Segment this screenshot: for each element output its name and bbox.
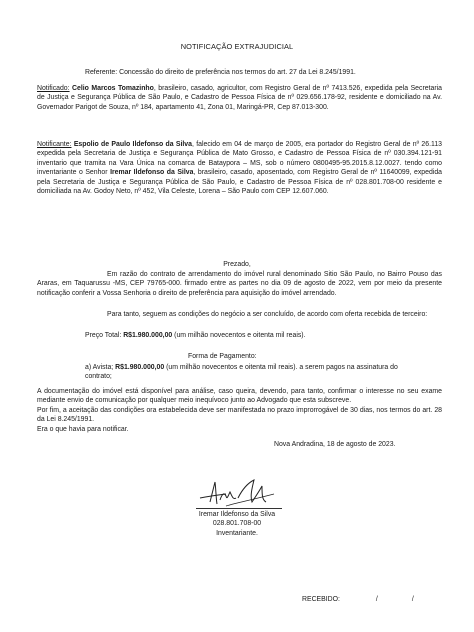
handwritten-signature [196,476,286,510]
body-paragraph-2: Para tanto, seguem as condições do negócio a ser concluído, de acordo com oferta recebida de terceiro: [107,311,428,318]
inventariante-name: Iremar Ildefonso da Silva [110,169,194,177]
payment-option: a) Avista; [85,364,116,371]
payment-rest: (um milhão novecentos e oitenta mil reais). a serem pagos na assinatura do contrato; [85,364,398,381]
body-paragraph-1: Em razão do contrato de arrendamento do imóvel rural denominado Sitio São Paulo, no Bairro Pouso das Araras, em Taquarussu -MS, CEP 79765-000. firmado entre as partes no dia 09 de agosto de 2022, vem por meio da presente notificação conferir a Vossa Senhoria o direito de preferência para aquisição do imóvel arrendado. [37,271,442,297]
date-separator-2: / [411,596,414,603]
notificado-paragraph [37,84,442,112]
signatory-cpf: 028.801.708-00 [212,520,262,527]
closing-block [37,387,442,434]
received-label: RECEBIDO: [302,596,340,603]
referente-line: Referente: Concessão do direito de preferência nos termos do art. 27 da Lei 8.245/1991. [85,69,356,76]
received-date-slots [350,595,440,604]
payment-value: R$1.980.000,00 [115,364,165,371]
body-paragraph-3: A documentação do imóvel está disponível para análise, caso queira, devendo, para tanto, confirmar o interesse no seu exame mediante envio de comunicação por qualquer meio inequívoco junto ao Advogado que esta subscreve. [37,388,442,405]
price-line [85,331,306,340]
payment-title: Forma de Pagamento: [188,353,257,360]
notificante-text-2: , brasileiro, casado, aposentado, com Registro Geral de nº 11640099, expedida pela Secretaria de Justiça e Segurança Pública de São Paulo, e Cadastro de Pessoa Física de nº 028.801.708-00 residente e domiciliada na Av. Godoy Neto, nº 452, Vila Celeste, Lorena – São Paulo com CEP 12.607.060. [37,169,442,196]
greeting: Prezado, [223,261,251,268]
notificado-label: Notificado: [37,85,70,92]
notificado-text: , brasileiro, casado, agricultor, com Registro Geral de nº 7413.526, expedida pela Secretaria de Justiça e Segurança Pública de São Paulo, e Cadastro de Pessoa Física de nº 029.656.178-92, residente e domiciliado na Av. Governador Parigot de Souza, nº 184, apartamento 41, Zona 01, Maringá-PR, Cep 87.013-300. [37,85,442,111]
signatory-role: Inventariante. [216,530,258,537]
price-value: R$1.980.000,00 [123,332,173,339]
price-label: Preço Total: [85,332,124,339]
payment-line [85,363,415,382]
notificante-label: Notificante: [37,141,72,148]
document-title: NOTIFICAÇÃO EXTRAJUDICIAL [180,42,294,51]
notificado-name: Celio Marcos Tomazinho [72,85,154,92]
notificante-name: Espolio de Paulo Ildefonso da Silva [73,141,192,148]
date-separator-1: / [375,596,378,603]
body-paragraph-4: Por fim, a aceitação das condições ora estabelecida deve ser manifestada no prazo improrrogável de 30 dias, nos termos do art. 28 da Lei 8.245/1991. [37,406,442,424]
notificante-paragraph [37,140,442,196]
notificante-text-1: , falecido em 04 de março de 2005, era portador do Registro Geral de nº 26.113 expedida pela Secretaria de Justiça e Segurança Pública de Mato Grosso, e Cadastro de Pessoa Física de nº 030.394.121-91 inventario que tramita na Vara Única na comarca de Bataypora – MS, sob o número 0800495-95.2015.8.12.0027. tendo como inventariante o Senhor [37,141,442,177]
signatory-name: Iremar Ildefonso da Silva [198,511,276,518]
document-date: Nova Andradina, 18 de agosto de 2023. [274,441,396,448]
closing-line: Era o que havia para notificar. [37,425,129,433]
received-field [302,595,440,604]
price-words: (um milhão novecentos e oitenta mil reais). [172,332,306,339]
signature-line [196,508,282,509]
